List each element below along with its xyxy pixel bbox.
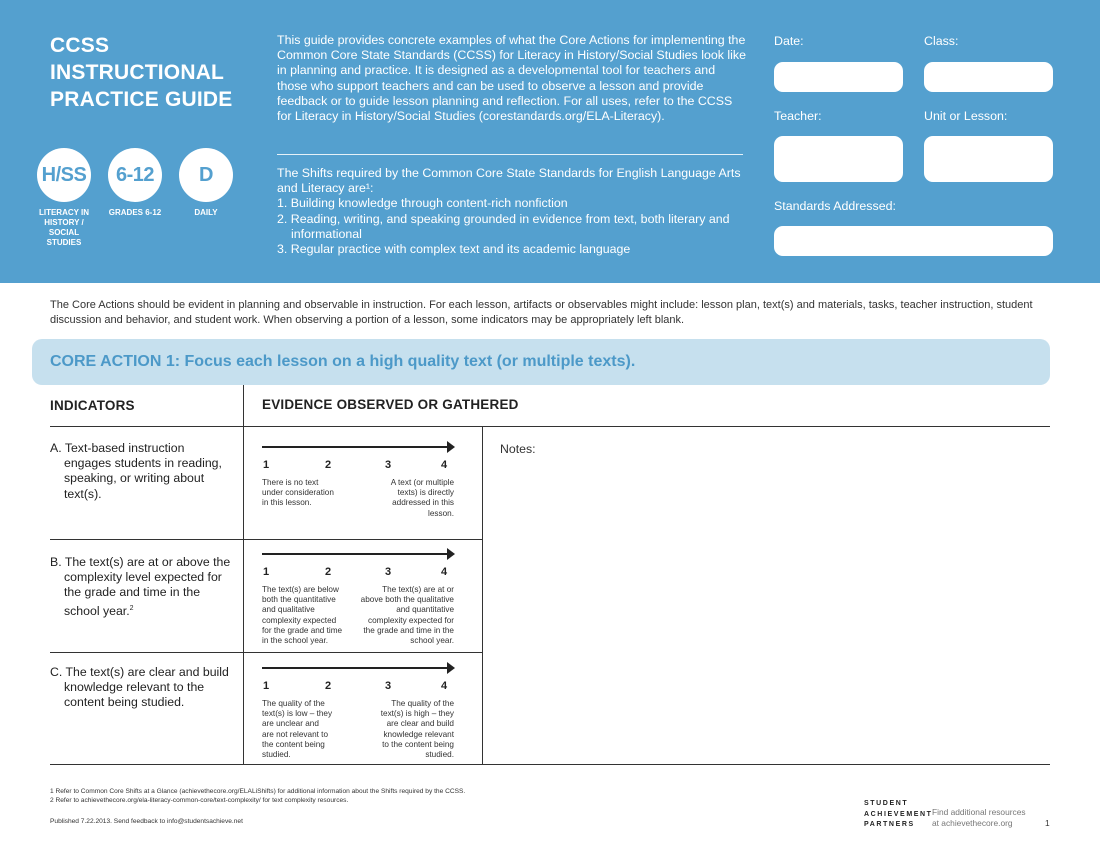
teacher-field[interactable] xyxy=(774,136,903,182)
indicator-c-text: C. The text(s) are clear and build knowledge relevant to the content being studied. xyxy=(50,665,229,710)
shifts-block xyxy=(277,166,747,257)
class-field[interactable] xyxy=(924,62,1053,92)
table-rule xyxy=(50,426,1050,427)
shifts-list xyxy=(277,196,747,257)
scale-numbers xyxy=(262,459,456,473)
logo-line: ACHIEVEMENT xyxy=(864,810,933,818)
find-line-2: at achievethecore.org xyxy=(932,818,1013,828)
header-divider xyxy=(277,154,743,155)
scale-high-desc: The text(s) are at or above both the qualitative and quantitative complexity expected for the grade and time in the school year. xyxy=(360,585,454,646)
intro-paragraph: This guide provides concrete examples of what the Core Actions for implementing the Common Core State Standards (CCSS) for Literacy in History/Social Studies look like in planning and practice. It is designed as a developmental tool for teachers and those who support teachers and can be used to observe a lesson and provide feedback or to guide lesson planning and reflection. For all uses, refer to the CCSS for Literacy in History/Social Studies (corestandards.org/ELA-Literacy). xyxy=(277,33,746,124)
shift-item: 1. Building knowledge through content-rich nonfiction xyxy=(277,196,568,211)
badge-hss-caption: LITERACY IN HISTORY / SOCIAL STUDIES xyxy=(38,208,90,247)
scale-4[interactable]: 4 xyxy=(441,459,448,471)
table-divider xyxy=(243,385,244,765)
table-rule xyxy=(50,652,482,653)
date-label: Date: xyxy=(774,34,804,48)
footnotes xyxy=(50,787,465,805)
scale-3[interactable]: 3 xyxy=(385,680,392,692)
shifts-intro: The Shifts required by the Common Core State Standards for English Language Arts and Literacy are¹: xyxy=(277,166,741,196)
core-action-bar xyxy=(32,339,1050,385)
page-number: 1 xyxy=(1045,818,1050,828)
unit-label: Unit or Lesson: xyxy=(924,109,1008,123)
badge-grades-code: 6-12 xyxy=(108,148,162,202)
published-note: Published 7.22.2013. Send feedback to info@studentsachieve.net xyxy=(50,818,243,825)
badges xyxy=(36,148,246,258)
badge-daily-code: D xyxy=(179,148,233,202)
rating-scale-c[interactable] xyxy=(262,662,456,762)
guide-title: CCSS INSTRUCTIONAL PRACTICE GUIDE xyxy=(50,34,233,111)
scale-numbers xyxy=(262,566,456,580)
indicators-header: INDICATORS xyxy=(50,398,135,413)
scale-3[interactable]: 3 xyxy=(385,459,392,471)
find-resources xyxy=(932,807,1026,829)
footnote-1: 1 Refer to Common Core Shifts at a Glance (achievethecore.org/ELALiShifts) for additional information about the Shifts required by the CCSS. xyxy=(50,788,466,795)
teacher-label: Teacher: xyxy=(774,109,822,123)
logo-line: PARTNERS xyxy=(864,821,915,828)
scale-4[interactable]: 4 xyxy=(441,566,448,578)
find-line-1: Find additional resources xyxy=(932,807,1026,817)
class-label: Class: xyxy=(924,34,959,48)
scale-high-desc: The quality of the text(s) is high – they are clear and build knowledge relevant to the content being studied. xyxy=(380,699,454,760)
standards-label: Standards Addressed: xyxy=(774,199,896,213)
core-actions-note: The Core Actions should be evident in planning and observable in instruction. For each lesson, artifacts or observables might include: lesson plan, text(s) and materials, tasks, teacher instruction, student discussion and behavior, and student work. When observing a portion of a lesson, some indicators may be appropriately left blank. xyxy=(50,299,1033,326)
scale-4[interactable]: 4 xyxy=(441,680,448,692)
scale-low-desc: The text(s) are below both the quantitative and qualitative complexity expected for the grade and time in the school year. xyxy=(262,585,343,646)
shift-item: 2. Reading, writing, and speaking grounded in evidence from text, both literary and informational xyxy=(277,211,730,241)
badge-hss-code: H/SS xyxy=(37,148,91,202)
rating-scale-b[interactable] xyxy=(262,548,456,648)
badge-hss xyxy=(36,148,92,248)
indicator-b xyxy=(50,555,232,619)
badge-daily-caption: DAILY xyxy=(194,208,218,217)
indicator-a xyxy=(50,441,232,502)
scale-2[interactable]: 2 xyxy=(325,459,332,471)
sap-logo xyxy=(864,799,933,831)
rating-scale-a[interactable] xyxy=(262,441,456,531)
scale-2[interactable]: 2 xyxy=(325,680,332,692)
badge-grades-caption: GRADES 6-12 xyxy=(108,208,162,217)
logo-line: STUDENT xyxy=(864,800,909,807)
notes-area[interactable] xyxy=(490,430,1048,760)
table-rule xyxy=(50,539,482,540)
evidence-header: EVIDENCE OBSERVED OR GATHERED xyxy=(262,397,519,412)
arrow-right-icon xyxy=(262,662,454,674)
shift-item: 3. Regular practice with complex text and its academic language xyxy=(277,242,631,257)
footnote-ref: 2 xyxy=(129,604,134,612)
scale-low-desc: The quality of the text(s) is low – they are unclear and are not relevant to the content being studied. xyxy=(262,699,333,760)
indicator-a-text: A. Text-based instruction engages students in reading, speaking, or writing about text(s). xyxy=(50,441,222,501)
standards-field[interactable] xyxy=(774,226,1053,256)
unit-field[interactable] xyxy=(924,136,1053,182)
scale-low-desc: There is no text under consideration in this lesson. xyxy=(262,478,334,508)
footnote-2: 2 Refer to achievethecore.org/ela-literacy-common-core/text-complexity/ for text complexity resources. xyxy=(50,797,349,804)
scale-1[interactable]: 1 xyxy=(263,459,270,471)
indicator-c xyxy=(50,665,232,711)
indicator-b-text: B. The text(s) are at or above the complexity level expected for the grade and time in the school year. xyxy=(50,555,231,618)
badge-grades xyxy=(107,148,163,218)
date-field[interactable] xyxy=(774,62,903,92)
scale-high-desc: A text (or multiple texts) is directly addressed in this lesson. xyxy=(390,478,454,518)
core-action-title: CORE ACTION 1: Focus each lesson on a high quality text (or multiple texts). xyxy=(50,353,636,370)
scale-1[interactable]: 1 xyxy=(263,680,270,692)
scale-numbers xyxy=(262,680,456,694)
header-band xyxy=(0,0,1100,283)
arrow-right-icon xyxy=(262,441,454,453)
notes-label: Notes: xyxy=(500,442,536,456)
scale-3[interactable]: 3 xyxy=(385,566,392,578)
arrow-right-icon xyxy=(262,548,454,560)
badge-daily xyxy=(178,148,234,218)
table-rule xyxy=(50,764,1050,765)
table-divider xyxy=(482,427,483,765)
scale-2[interactable]: 2 xyxy=(325,566,332,578)
scale-1[interactable]: 1 xyxy=(263,566,270,578)
